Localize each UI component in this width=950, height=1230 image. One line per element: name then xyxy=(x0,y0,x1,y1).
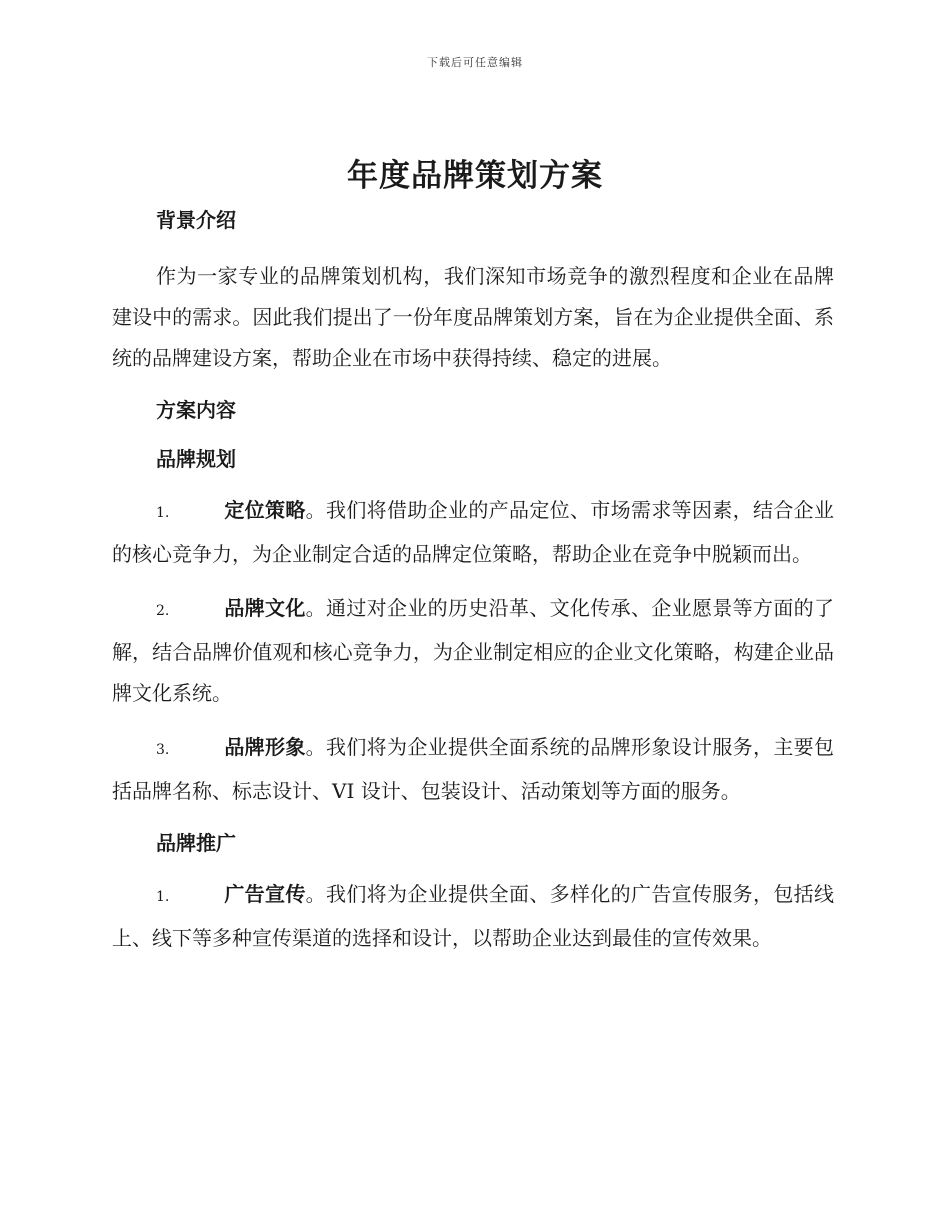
list-item-positioning xyxy=(112,490,834,575)
background-paragraph: 作为一家专业的品牌策划机构，我们深知市场竞争的激烈程度和企业在品牌建设中的需求。因此我们提出了一份年度品牌策划方案，旨在为企业提供全面、系统的品牌建设方案，帮助企业在市场中获得持续、稳定的进展。 xyxy=(112,264,834,370)
item-title: 品牌文化 xyxy=(224,596,306,620)
document-body xyxy=(112,202,834,959)
list-item-brand-culture xyxy=(112,588,834,714)
item-text: 。通过对企业的历史沿革、文化传承、企业愿景等方面的了解，结合品牌价值观和核心竞争力，为企业制定相应的企业文化策略，构建企业品牌文化系统。 xyxy=(112,596,835,705)
item-text: 。我们将为企业提供全面系统的品牌形象设计服务，主要包括品牌名称、标志设计、VI 设计、包装设计、活动策划等方面的服务。 xyxy=(112,735,835,803)
document-title: 年度品牌策划方案 xyxy=(347,158,603,194)
item-title: 品牌形象 xyxy=(224,735,306,759)
list-number: 1. xyxy=(156,889,170,905)
list-number: 2. xyxy=(156,603,170,619)
section-heading-background: 背景介绍 xyxy=(156,208,236,232)
list-item-brand-image xyxy=(112,727,834,812)
subsection-heading-brand-promotion: 品牌推广 xyxy=(156,831,236,855)
list-item-advertising xyxy=(112,874,834,959)
item-text: 。我们将借助企业的产品定位、市场需求等因素，结合企业的核心竞争力，为企业制定合适的品牌定位策略，帮助企业在竞争中脱颖而出。 xyxy=(112,498,835,566)
page-header-note: 下载后可任意编辑 xyxy=(427,56,523,69)
item-title: 定位策略 xyxy=(224,498,306,522)
list-number: 3. xyxy=(156,742,170,758)
subsection-heading-brand-planning: 品牌规划 xyxy=(156,447,236,471)
item-title: 广告宣传 xyxy=(224,882,306,906)
item-text: 。我们将为企业提供全面、多样化的广告宣传服务，包括线上、线下等多种宣传渠道的选择和设计，以帮助企业达到最佳的宣传效果。 xyxy=(112,882,835,950)
section-heading-plan: 方案内容 xyxy=(156,398,236,422)
list-number: 1. xyxy=(156,505,170,521)
